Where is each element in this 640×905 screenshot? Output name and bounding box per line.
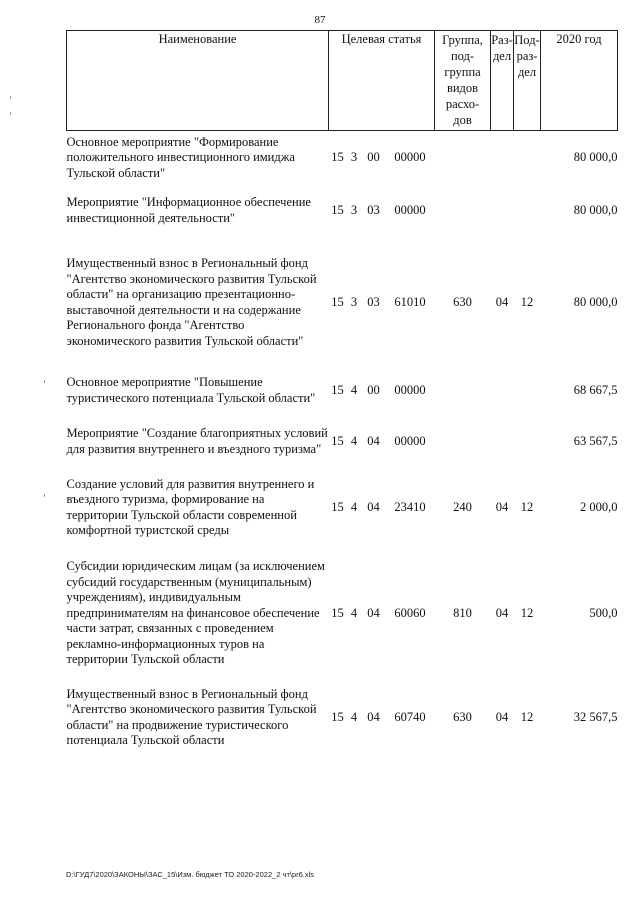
row-expense-group bbox=[435, 413, 491, 471]
row-direction: 00000 bbox=[394, 202, 426, 217]
row-direction: 23410 bbox=[394, 499, 426, 514]
header-section-label: Раз- дел bbox=[491, 33, 513, 63]
header-expense-group bbox=[435, 31, 491, 131]
row-direction: 00000 bbox=[394, 150, 426, 164]
row-program: 15 bbox=[331, 433, 344, 448]
row-name: Создание условий для развития внутреннего и въездного туризма, формирование на территории Тульской области современной комфортной туристской среды bbox=[66, 476, 315, 537]
row-name: Имущественный взнос в Региональный фонд "Агентство экономического развития Тульской области" на организацию презентационно-выставочной деятельности и на содержание Регионального фонда "Агентство экономического развития Тульской области" bbox=[66, 256, 317, 348]
row-amount: 80 000,0 bbox=[573, 202, 618, 217]
row-program: 15 bbox=[331, 499, 344, 514]
row-subprogram: 3 bbox=[350, 294, 358, 309]
row-section: 04 bbox=[495, 294, 509, 309]
scan-speck bbox=[10, 96, 11, 99]
row-program: 15 bbox=[331, 382, 344, 397]
row-program: 15 bbox=[331, 294, 344, 309]
row-name: Имущественный взнос в Региональный фонд "Агентство экономического развития Тульской области" на продвижение туристического потенциала Тульской области bbox=[66, 686, 317, 747]
header-section bbox=[491, 31, 514, 131]
row-expense-group: 810 bbox=[453, 605, 472, 620]
table-row bbox=[67, 471, 618, 545]
row-program: 15 bbox=[331, 202, 344, 217]
row-amount: 32 567,5 bbox=[573, 709, 618, 724]
header-name: Наименование bbox=[67, 31, 329, 131]
row-section bbox=[491, 131, 514, 185]
row-section bbox=[491, 369, 514, 413]
row-amount: 63 567,5 bbox=[573, 433, 618, 448]
row-program: 15 bbox=[331, 150, 344, 164]
row-section bbox=[491, 413, 514, 471]
header-expense-group-label: Группа, под- группа видов расхо- дов bbox=[442, 33, 483, 127]
row-name: Основное мероприятие "Повышение туристического потенциала Тульской области" bbox=[66, 375, 316, 405]
row-subprogram: 4 bbox=[350, 433, 358, 448]
table-row bbox=[67, 237, 618, 369]
row-amount: 80 000,0 bbox=[573, 294, 618, 309]
row-subsection bbox=[514, 185, 541, 237]
row-expense-group: 630 bbox=[453, 294, 472, 309]
row-name: Мероприятие "Информационное обеспечение инвестиционной деятельности" bbox=[66, 195, 311, 225]
row-expense-group: 630 bbox=[453, 709, 472, 724]
row-activity: 03 bbox=[367, 202, 380, 217]
header-subsection-label: Под- раз- дел bbox=[514, 33, 540, 79]
row-subprogram: 4 bbox=[350, 382, 358, 397]
row-amount: 500,0 bbox=[589, 605, 618, 620]
row-subsection bbox=[514, 369, 541, 413]
header-target-article: Целевая статья bbox=[329, 31, 435, 131]
row-subsection: 12 bbox=[520, 499, 534, 514]
row-subprogram: 4 bbox=[350, 709, 358, 724]
scan-speck bbox=[44, 380, 45, 383]
row-amount: 2 000,0 bbox=[580, 499, 618, 514]
row-activity: 04 bbox=[367, 499, 380, 514]
header-subsection bbox=[514, 31, 541, 131]
row-section bbox=[491, 185, 514, 237]
row-activity: 00 bbox=[367, 150, 380, 164]
row-direction: 61010 bbox=[394, 294, 426, 309]
row-direction: 60060 bbox=[394, 605, 426, 620]
table-row bbox=[67, 413, 618, 471]
row-expense-group bbox=[435, 369, 491, 413]
row-expense-group bbox=[435, 185, 491, 237]
row-direction: 00000 bbox=[394, 433, 426, 448]
row-name: Основное мероприятие "Формирование положительного инвестиционного имиджа Тульской области" bbox=[66, 134, 295, 180]
row-subprogram: 3 bbox=[350, 202, 358, 217]
row-activity: 03 bbox=[367, 294, 380, 309]
row-activity: 04 bbox=[367, 709, 380, 724]
row-activity: 00 bbox=[367, 382, 380, 397]
row-amount: 68 667,5 bbox=[573, 382, 618, 397]
row-activity: 04 bbox=[367, 433, 380, 448]
table-row bbox=[67, 131, 618, 185]
row-subsection: 12 bbox=[520, 605, 534, 620]
page-number: 87 bbox=[314, 14, 326, 26]
row-subprogram: 3 bbox=[350, 150, 358, 164]
row-name: Субсидии юридическим лицам (за исключением субсидий государственным (муниципальным) учреждениям), индивидуальным предпринимателям на финансовое обеспечение части затрат, связанных с проведением рекламно-информационных туров на территории Тульской области bbox=[66, 559, 325, 667]
header-year-2020: 2020 год bbox=[541, 31, 618, 131]
table-row bbox=[67, 369, 618, 413]
table-row bbox=[67, 185, 618, 237]
row-subsection bbox=[514, 131, 541, 185]
row-section: 04 bbox=[495, 605, 509, 620]
row-expense-group: 240 bbox=[453, 499, 472, 514]
row-section: 04 bbox=[495, 499, 509, 514]
row-expense-group bbox=[435, 131, 491, 185]
row-activity: 04 bbox=[367, 605, 380, 620]
row-subprogram: 4 bbox=[350, 605, 358, 620]
row-amount: 80 000,0 bbox=[573, 150, 618, 164]
table-header bbox=[67, 31, 618, 131]
row-program: 15 bbox=[331, 709, 344, 724]
file-path-footer: D:\ГУД7\2020\ЗАКОНЫ\ЗАС_15\Изм. бюджет ТО 2020-2022_2 чт\pr6.xls bbox=[66, 870, 315, 879]
scan-speck bbox=[44, 494, 45, 497]
row-program: 15 bbox=[331, 605, 344, 620]
row-subsection: 12 bbox=[520, 709, 534, 724]
budget-table bbox=[66, 30, 618, 753]
row-subsection bbox=[514, 413, 541, 471]
scan-speck bbox=[10, 112, 11, 115]
row-subprogram: 4 bbox=[350, 499, 358, 514]
row-direction: 60740 bbox=[394, 709, 426, 724]
row-subsection: 12 bbox=[520, 294, 534, 309]
row-section: 04 bbox=[495, 709, 509, 724]
table-row bbox=[67, 683, 618, 753]
row-direction: 00000 bbox=[394, 382, 426, 397]
row-name: Мероприятие "Создание благоприятных условий для развития внутреннего и въездного туризма" bbox=[66, 426, 328, 456]
table-row bbox=[67, 545, 618, 683]
